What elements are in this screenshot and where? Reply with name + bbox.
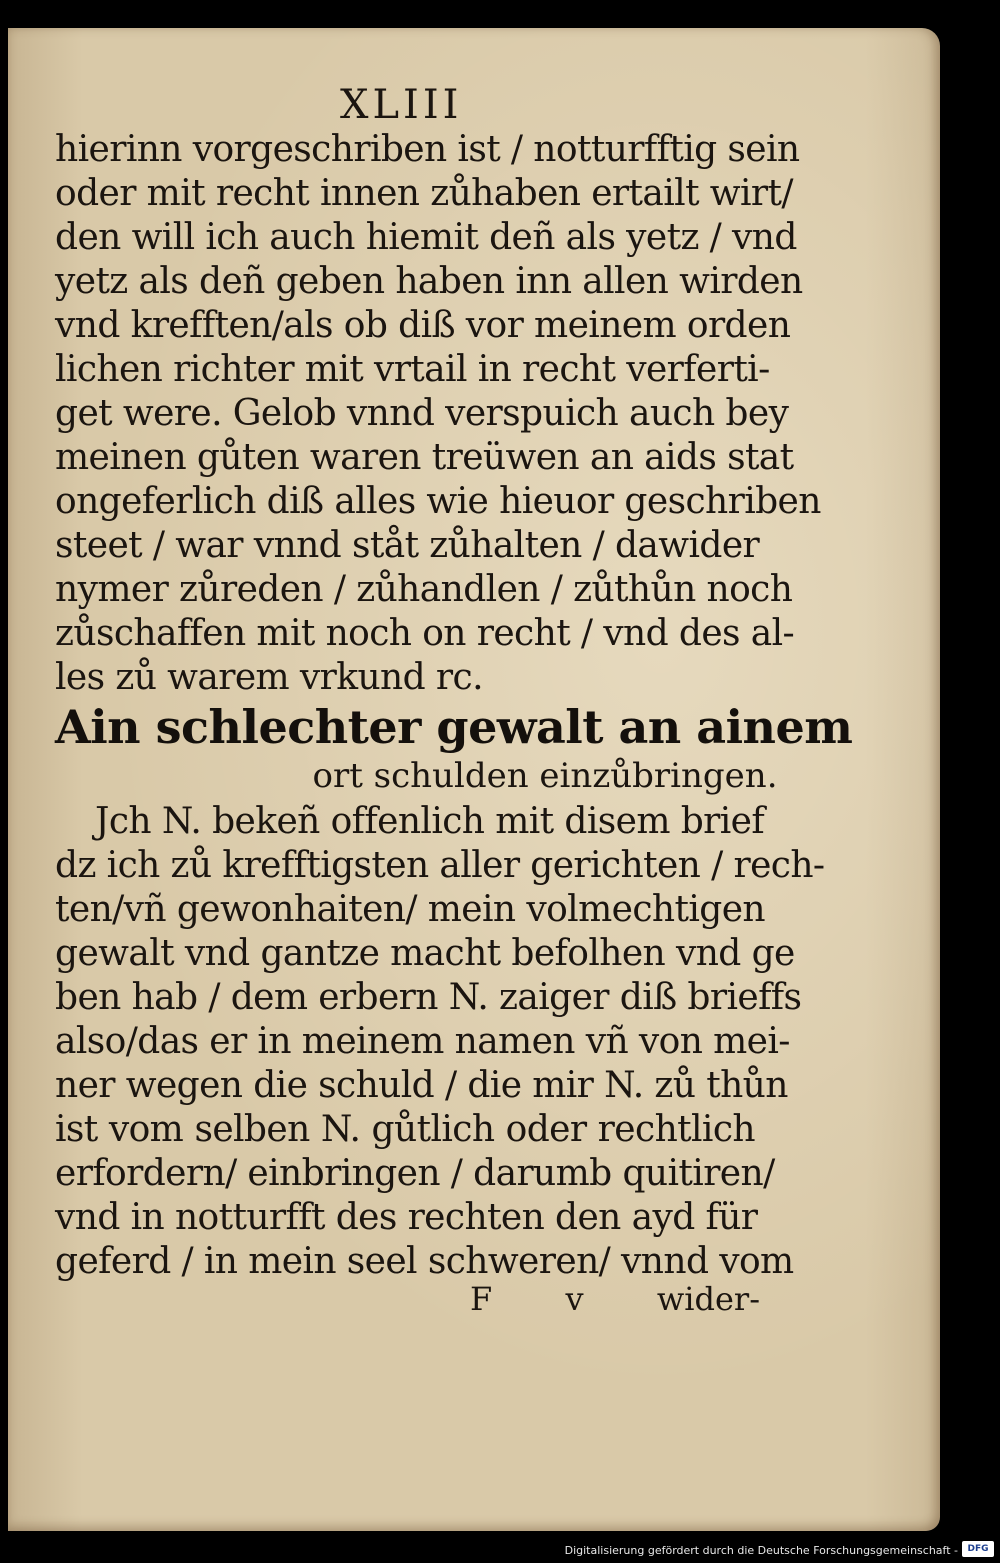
text-line: vnd in notturfft des rechten den ayd für (55, 1197, 758, 1238)
text-line: geferd / in mein seel schweren/ vnnd vom (55, 1241, 794, 1282)
text-line: ten/vñ gewonhaiten/ mein volmechtigen (55, 889, 765, 930)
catchword: wider- (656, 1280, 760, 1318)
text-line: lichen richter mit vrtail in recht verferti- (55, 349, 770, 390)
text-line: vnd krefften/als ob diß vor meinem orden (55, 305, 791, 346)
text-line: ben hab / dem erbern N. zaiger diß brieffs (55, 977, 802, 1018)
text-line: zůschaffen mit noch on recht / vnd des al- (55, 613, 795, 654)
dfg-logo-icon: DFG (962, 1541, 994, 1557)
text-line: meinen gůten waren treüwen an aids stat (55, 437, 794, 478)
section-heading: Ain schlechter gewalt an ainem (55, 700, 853, 754)
text-line: yetz als deñ geben haben inn allen wirden (55, 261, 803, 302)
text-line: steet / war vnnd ståt zůhalten / dawider (55, 525, 760, 566)
text-line: les zů warem vrkund rc. (55, 657, 483, 698)
text-line: oder mit recht innen zůhaben ertailt wirt/ (55, 173, 793, 214)
section-subheading: ort schulden einzůbringen. (312, 756, 778, 796)
signature-line (470, 1280, 760, 1318)
text-line: ongeferlich diß alles wie hieuor geschriben (55, 481, 821, 522)
signature-number: v (565, 1280, 584, 1318)
text-line: den will ich auch hiemit deñ als yetz / vnd (55, 217, 797, 258)
text-line: Jch N. bekeñ offenlich mit disem brief (95, 801, 765, 842)
signature-mark: F (470, 1280, 493, 1318)
text-line: ist vom selben N. gůtlich oder rechtlich (55, 1109, 755, 1150)
digitization-credit: Digitalisierung gefördert durch die Deutsche Forschungsgemeinschaft - (564, 1544, 958, 1557)
text-line: nymer zůreden / zůhandlen / zůthůn noch (55, 569, 793, 610)
text-line: ner wegen die schuld / die mir N. zů thůn (55, 1065, 788, 1106)
text-line: get were. Gelob vnnd verspuich auch bey (55, 393, 789, 434)
text-line: also/das er in meinem namen vñ von mei- (55, 1021, 790, 1062)
page-number: XLIII (340, 82, 463, 128)
text-line: dz ich zů krefftigsten aller gerichten / rech- (55, 845, 825, 886)
text-line: erfordern/ einbringen / darumb quitiren/ (55, 1153, 775, 1194)
text-line: gewalt vnd gantze macht befolhen vnd ge (55, 933, 795, 974)
text-line: hierinn vorgeschriben ist / notturfftig sein (55, 129, 800, 170)
